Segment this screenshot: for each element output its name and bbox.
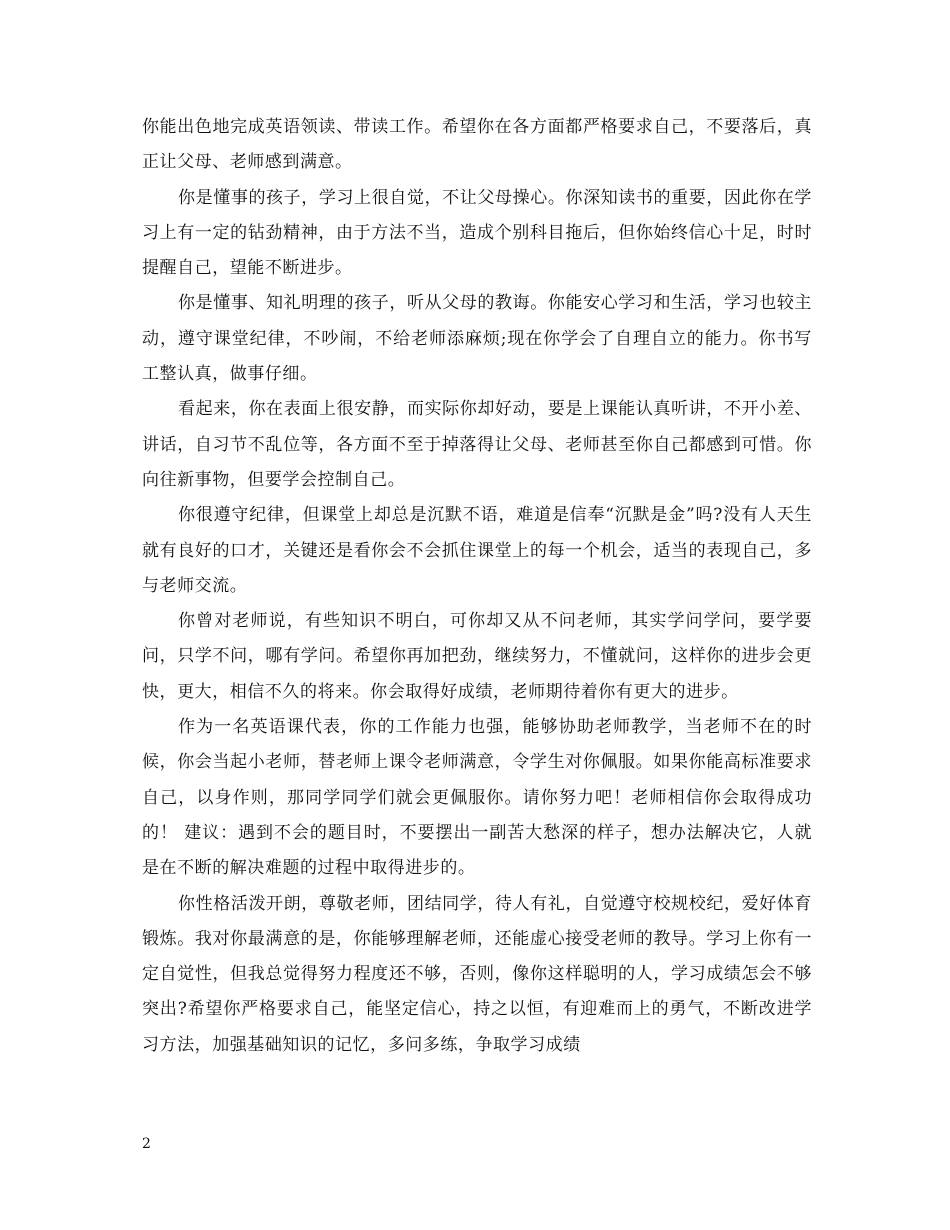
paragraph-3: 你是懂事、知礼明理的孩子，听从父母的教诲。你能安心学习和生活，学习也较主动，遵守课堂纪律，不吵闹，不给老师添麻烦;现在你学会了自理自立的能力。你书写工整认真，做事仔细。	[142, 293, 812, 385]
paragraph-8: 你性格活泼开朗，尊敬老师，团结同学，待人有礼，自觉遵守校规校纪，爱好体育锻炼。我对你最满意的是，你能够理解老师，还能虚心接受老师的教导。学习上你有一定自觉性，但我总觉得努力程度还不够，否则，像你这样聪明的人，学习成绩怎会不够突出?希望你严格要求自己，能坚定信心，持之以恒，有迎难而上的勇气，不断改进学习方法，加强基础知识的记忆，多问多练，争取学习成绩	[142, 893, 812, 1055]
paragraph-2: 你是懂事的孩子，学习上很自觉，不让父母操心。你深知读书的重要，因此你在学习上有一定的钻劲精神，由于方法不当，造成个别科目拖后，但你始终信心十足，时时提醒自己，望能不断进步。	[142, 187, 812, 279]
page-number: 2	[142, 1136, 151, 1152]
paragraph-1: 你能出色地完成英语领读、带读工作。希望你在各方面都严格要求自己，不要落后，真正让父母、老师感到满意。	[142, 117, 812, 173]
paragraph-7: 作为一名英语课代表，你的工作能力也强，能够协助老师教学，当老师不在的时候，你会当起小老师，替老师上课令老师满意，令学生对你佩服。如果你能高标准要求自己，以身作则，那同学同学们就会更佩服你。请你努力吧！老师相信你会取得成功的！ 建议：遇到不会的题目时，不要摆出一副苦大愁深的样子，想办法解决它，人就是在不断的解决难题的过程中取得进步的。	[142, 717, 812, 879]
paragraph-6: 你曾对老师说，有些知识不明白，可你却又从不问老师，其实学问学问，要学要问，只学不问，哪有学问。希望你再加把劲，继续努力，不懂就问，这样你的进步会更快，更大，相信不久的将来。你会取得好成绩，老师期待着你有更大的进步。	[142, 611, 812, 702]
paragraph-4: 看起来，你在表面上很安静，而实际你却好动，要是上课能认真听讲，不开小差、讲话，自习节不乱位等，各方面不至于掉落得让父母、老师甚至你自己都感到可惜。你向往新事物，但要学会控制自己。	[142, 399, 812, 490]
paragraph-5: 你很遵守纪律，但课堂上却总是沉默不语，难道是信奉“沉默是金”吗?没有人天生就有良好的口才，关键还是看你会不会抓住课堂上的每一个机会，适当的表现自己，多与老师交流。	[142, 505, 812, 596]
document-body	[142, 110, 812, 1063]
